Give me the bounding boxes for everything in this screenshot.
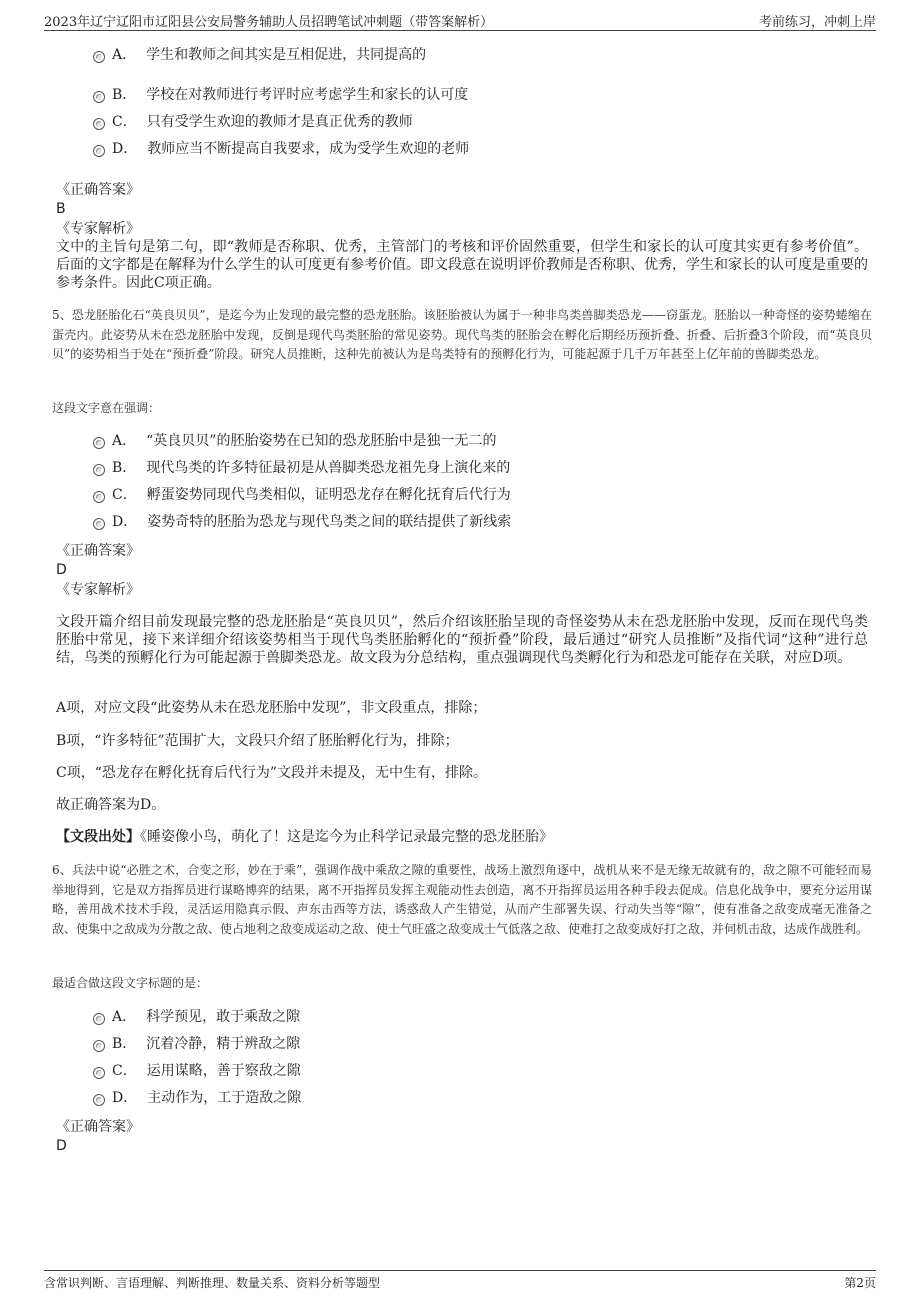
q5-option-a[interactable]: A． “英良贝贝”的胚胎姿势在已知的恐龙胚胎中是独一无二的: [93, 430, 496, 452]
radio-icon[interactable]: [93, 91, 105, 103]
footer-description: 含常识判断、言语理解、判断推理、数量关系、资料分析等题型: [44, 1276, 381, 1290]
q5-option-b[interactable]: B． 现代鸟类的许多特征最初是从兽脚类恐龙祖先身上演化来的: [93, 457, 510, 479]
q4-option-a[interactable]: A． 学生和教师之间其实是互相促进，共同提高的: [93, 44, 426, 66]
q4-answer: B: [56, 201, 66, 217]
radio-icon[interactable]: [93, 51, 105, 63]
q5-note-c: C项，“恐龙存在孵化抚育后代行为”文段并未提及，无中生有，排除。: [56, 765, 488, 781]
q4-option-b[interactable]: B． 学校在对教师进行考评时应考虑学生和家长的认可度: [93, 84, 468, 106]
radio-icon[interactable]: [93, 491, 105, 503]
q5-option-d[interactable]: D． 姿势奇特的胚胎为恐龙与现代鸟类之间的联结提供了新线索: [93, 511, 511, 533]
q6-answer-label: 《正确答案》: [56, 1119, 140, 1135]
radio-icon[interactable]: [93, 437, 105, 449]
q5-answer: D: [56, 562, 67, 578]
q5-stem: 5、恐龙胚胎化石“英良贝贝”，是迄今为止发现的最完整的恐龙胚胎。该胚胎被认为属于一种非鸟类兽脚类恐龙——窃蛋龙。胚胎以一种奇怪的姿势蜷缩在蛋壳内。此姿势从未在恐龙胚胎中发现，反倒是现代鸟类胚胎的常见姿势。现代鸟类的胚胎会在孵化后期经历预折叠、折叠、后折叠3个阶段，而“英良贝贝”的姿势相当于处在“预折叠”阶段。研究人员推断，这种先前被认为是鸟类特有的预孵化行为，可能起源于几千万年甚至上亿年前的兽脚类恐龙。: [52, 308, 872, 361]
q4-option-c[interactable]: C． 只有受学生欢迎的教师才是真正优秀的教师: [93, 111, 413, 133]
q5-conclusion: 故正确答案为D。: [56, 797, 166, 813]
q5-note-a: A项，对应文段“此姿势从未在恐龙胚胎中发现”，非文段重点，排除；: [56, 700, 487, 716]
q4-answer-label: 《正确答案》: [56, 182, 140, 198]
q4-analysis: 文中的主旨句是第二句，即“教师是否称职、优秀，主管部门的考核和评价固然重要，但学生和家长的认可度其实更有参考价值”。后面的文字都是在解释为什么学生的认可度更有参考价值。即文段意在说明评价教师是否称职、优秀，学生和家长的认可度是重要的参考条件。因此C项正确。: [56, 239, 868, 291]
q6-prompt: 最适合做这段文字标题的是：: [52, 976, 209, 990]
q5-analysis: 文段开篇介绍目前发现最完整的恐龙胚胎是“英良贝贝”，然后介绍该胚胎呈现的奇怪姿势从未在恐龙胚胎中发现，反而在现代鸟类胚胎中常见，接下来详细介绍该姿势相当于现代鸟类胚胎孵化的“预折叠”阶段，最后通过“研究人员推断”及指代词“这种”进行总结，鸟类的预孵化行为可能起源于兽脚类恐龙。故文段为分总结构，重点强调现代鸟类孵化行为和恐龙可能存在关联，对应D项。: [56, 614, 868, 666]
page-footer: [44, 1270, 876, 1293]
header-slogan: 考前练习，冲刺上岸: [758, 15, 876, 30]
radio-icon[interactable]: [93, 1013, 105, 1025]
radio-icon[interactable]: [93, 1094, 105, 1106]
q5-answer-label: 《正确答案》: [56, 543, 140, 559]
q6-option-c[interactable]: C． 运用谋略，善于察敌之隙: [93, 1060, 301, 1082]
q6-option-d[interactable]: D． 主动作为，工于造敌之隙: [93, 1087, 301, 1109]
q6-stem: 6、兵法中说“必胜之术，合变之形，妙在于乘”，强调作战中乘敌之隙的重要性，战场上激烈角逐中，战机从来不是无缘无故就有的，敌之隙不可能轻而易举地得到，它是双方指挥员进行谋略博弈的结果，离不开指挥员发挥主观能动性去创造，离不开指挥员运用各种手段去促成。信息化战争中，要充分运用谋略，善用战术技术手段，灵活运用隐真示假、声东击西等方法，诱惑敌人产生错觉，从而产生部署失误、行动失当等“隙”，使有准备之敌变成毫无准备之敌、使集中之敌成为分散之敌、使占地利之敌变成运动之敌、使士气旺盛之敌变成士气低落之敌、使难打之敌变成好打之敌，并伺机击敌，达成作战胜利。: [52, 863, 872, 936]
radio-icon[interactable]: [93, 1067, 105, 1079]
radio-icon[interactable]: [93, 518, 105, 530]
q4-option-d[interactable]: D． 教师应当不断提高自我要求，成为受学生欢迎的老师: [93, 138, 469, 160]
q5-source: [56, 828, 553, 846]
radio-icon[interactable]: [93, 145, 105, 157]
page-number: 第2页: [844, 1276, 876, 1290]
radio-icon[interactable]: [93, 118, 105, 130]
document-title: 2023年辽宁辽阳市辽阳县公安局警务辅助人员招聘笔试冲刺题（带答案解析）: [44, 15, 494, 30]
source-label: 【文段出处】: [56, 829, 140, 845]
q6-option-a[interactable]: A． 科学预见，敢于乘敌之隙: [93, 1006, 300, 1028]
q6-answer: D: [56, 1138, 67, 1154]
q5-note-b: B项，“许多特征”范围扩大，文段只介绍了胚胎孵化行为，排除；: [56, 733, 459, 749]
page-header: [44, 8, 876, 31]
source-title: 《睡姿像小鸟，萌化了！这是迄今为止科学记录最完整的恐龙胚胎》: [140, 829, 553, 845]
q5-prompt: 这段文字意在强调：: [52, 401, 161, 415]
q5-option-c[interactable]: C． 孵蛋姿势同现代鸟类相似，证明恐龙存在孵化抚育后代行为: [93, 484, 511, 506]
radio-icon[interactable]: [93, 1040, 105, 1052]
q5-analysis-label: 《专家解析》: [56, 582, 140, 598]
q6-option-b[interactable]: B． 沉着冷静，精于辨敌之隙: [93, 1033, 300, 1055]
q4-analysis-label: 《专家解析》: [56, 221, 140, 237]
radio-icon[interactable]: [93, 464, 105, 476]
